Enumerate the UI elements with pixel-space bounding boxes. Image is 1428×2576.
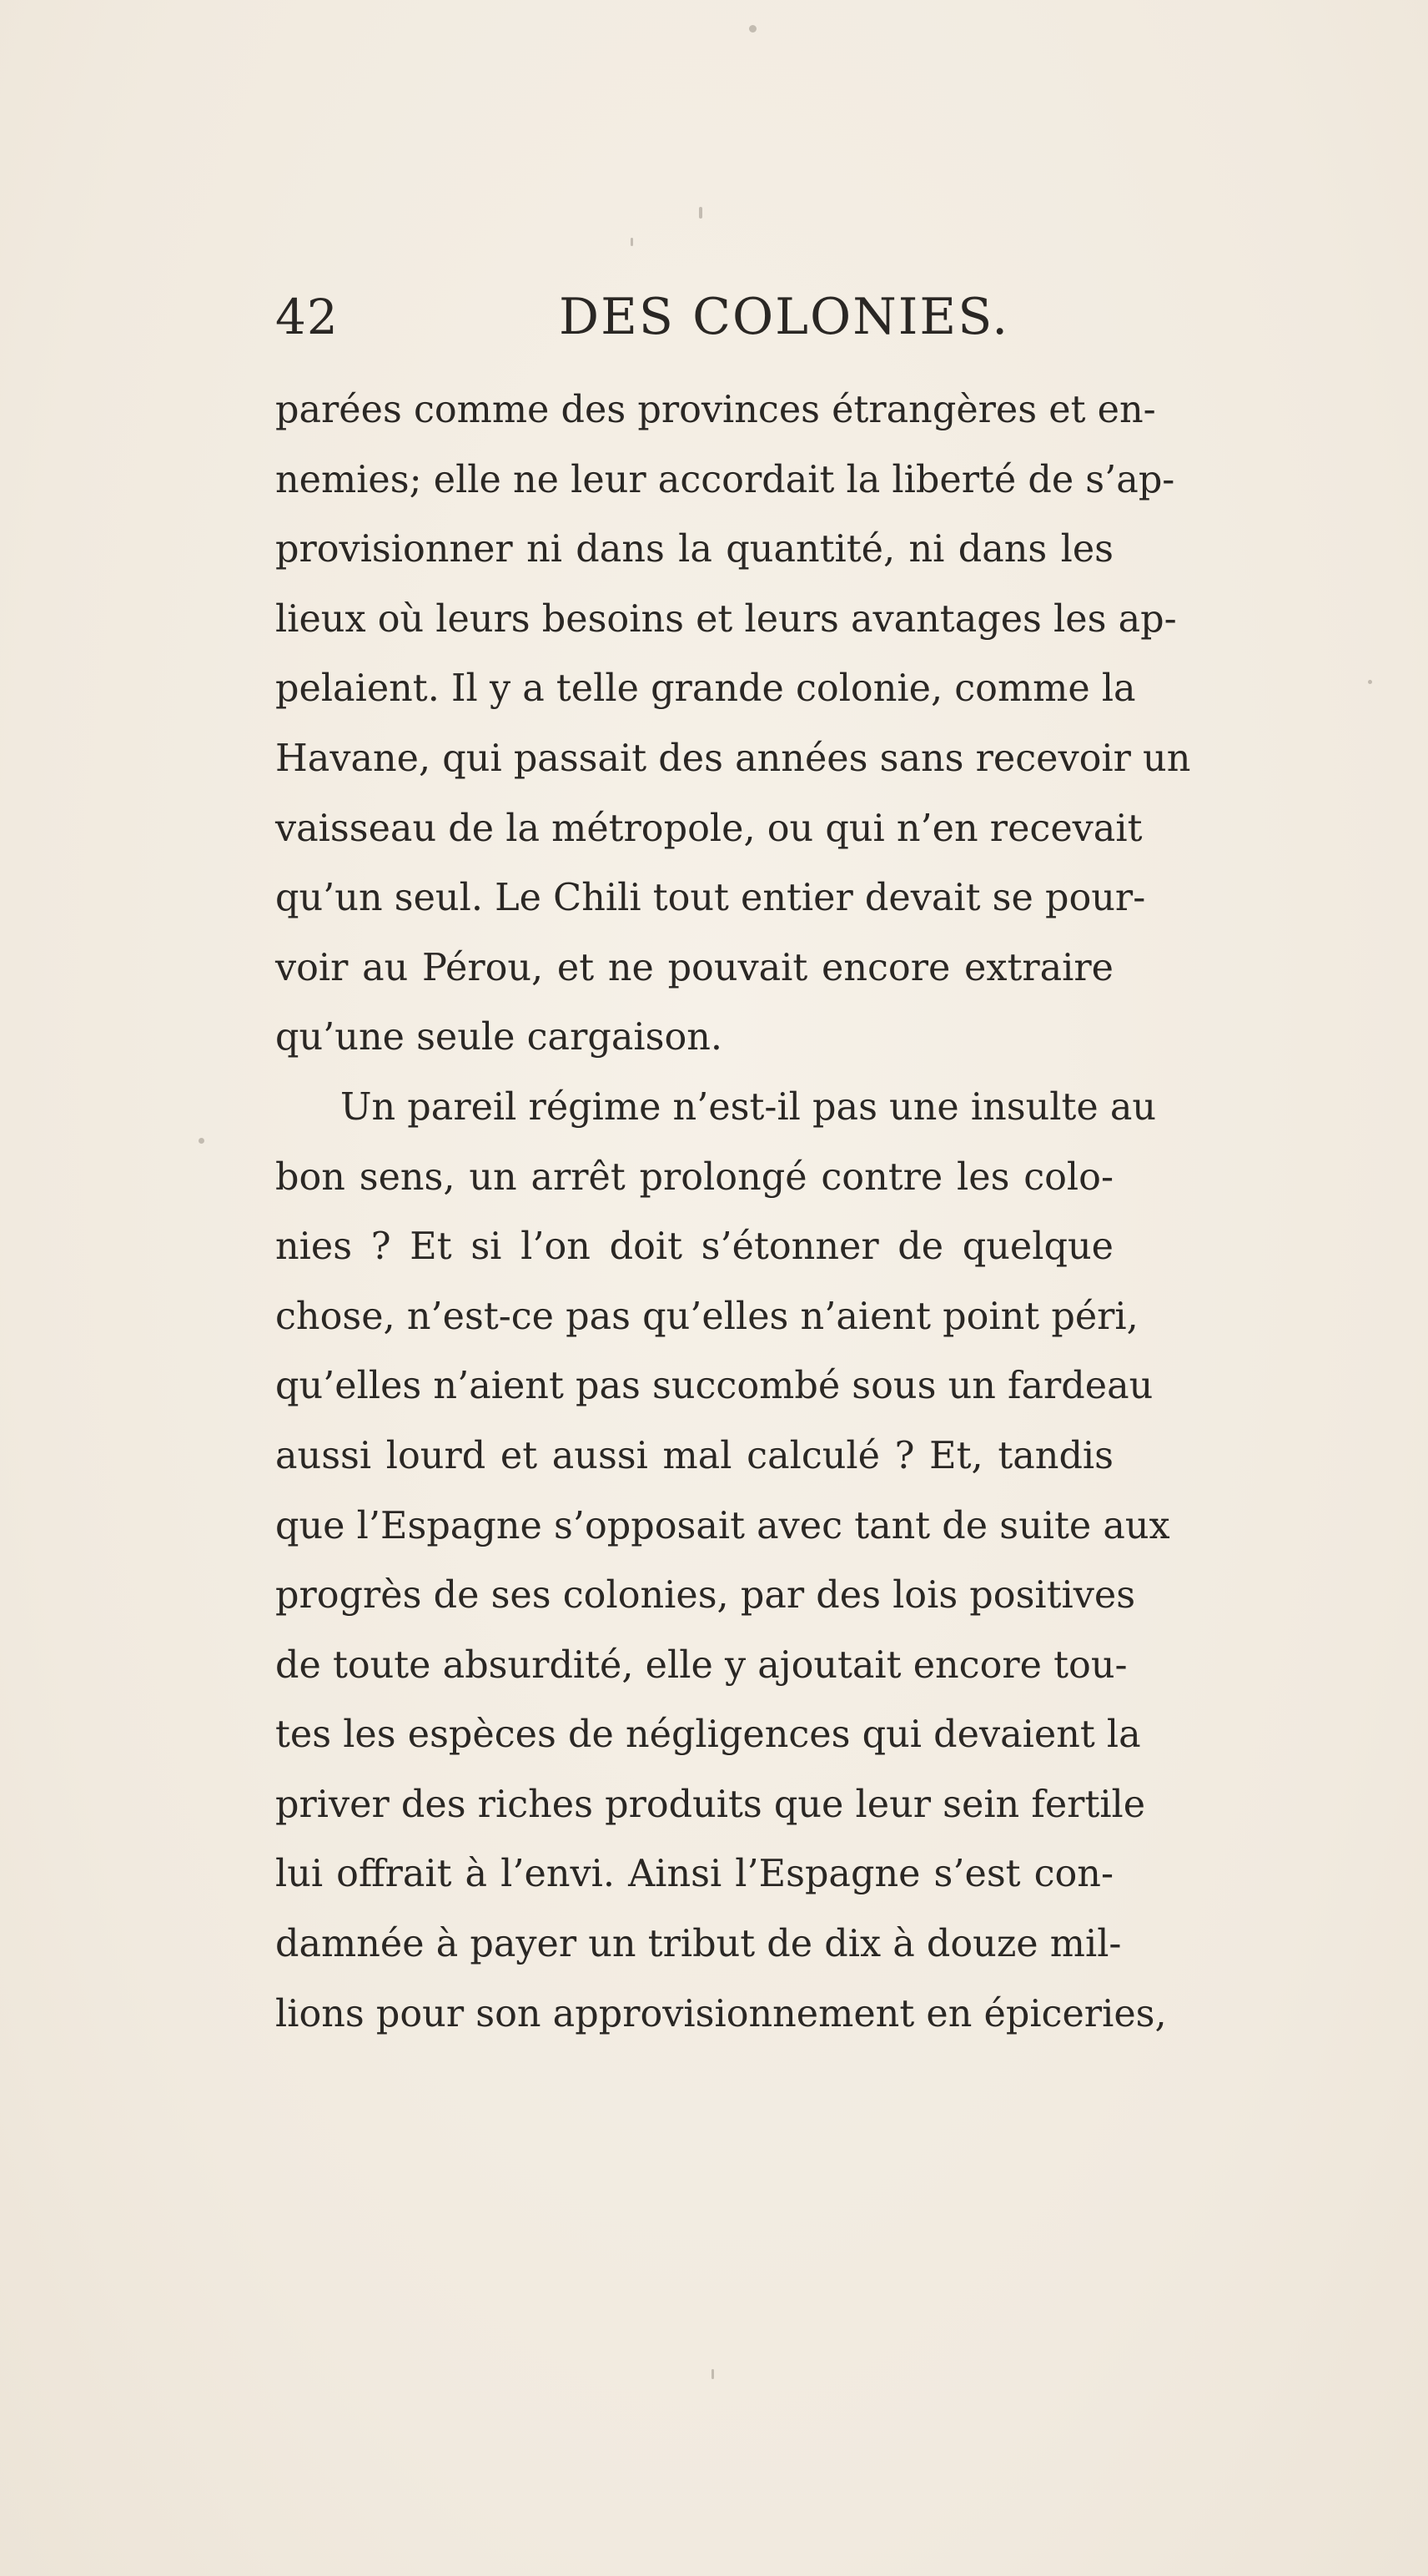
text-line: qu’une seule cargaison. xyxy=(275,1016,723,1059)
text-line: qu’un seul. Le Chili tout entier devait se pour- xyxy=(275,877,1146,920)
paragraph-1 xyxy=(275,375,1191,1073)
text-line: parées comme des provinces étrangères et en- xyxy=(275,389,1156,431)
page-header xyxy=(275,284,1109,350)
text-line: lieux où leurs besoins et leurs avantages les ap- xyxy=(275,597,1177,641)
text-line: lions pour son approvisionnement en épiceries, xyxy=(275,1992,1167,2035)
paper-speck xyxy=(1368,680,1372,684)
text-line: nemies; elle ne leur accordait la liberté de s’ap- xyxy=(275,458,1175,501)
text-line: progrès de ses colonies, par des lois positives xyxy=(275,1574,1136,1618)
text-line: lui offrait à l’envi. Ainsi l’Espagne s’est con- xyxy=(275,1853,1114,1896)
text-line: nies ? Et si l’on doit s’étonner de quelque xyxy=(275,1225,1114,1269)
paper-speck xyxy=(749,25,757,33)
text-line: Un pareil régime n’est-il pas une insulte au xyxy=(340,1085,1157,1129)
paper-speck xyxy=(631,238,633,246)
text-line: priver des riches produits que leur sein fertile xyxy=(275,1783,1146,1826)
paragraph-2 xyxy=(275,1073,1170,2049)
text-line: tes les espèces de négligences qui devaient la xyxy=(275,1713,1141,1757)
text-line: provisionner ni dans la quantité, ni dans les xyxy=(275,528,1114,571)
text-line: chose, n’est-ce pas qu’elles n’aient point péri, xyxy=(275,1295,1139,1338)
paper-speck xyxy=(711,2369,714,2379)
paper-speck xyxy=(199,1138,204,1144)
text-line: de toute absurdité, elle y ajoutait encore tou- xyxy=(275,1643,1128,1687)
text-line: damnée à payer un tribut de dix à douze mil- xyxy=(275,1923,1122,1966)
text-line: vaisseau de la métropole, ou qui n’en recevait xyxy=(275,807,1143,850)
text-line: pelaient. Il y a telle grande colonie, comme la xyxy=(275,667,1136,711)
text-line: voir au Pérou, et ne pouvait encore extraire xyxy=(275,946,1114,989)
text-line: Havane, qui passait des années sans recevoir un xyxy=(275,737,1191,780)
running-head: DES COLONIES. xyxy=(559,288,1010,346)
text-line: bon sens, un arrêt prolongé contre les colo- xyxy=(275,1155,1114,1199)
body-text xyxy=(275,375,1191,2049)
text-line: aussi lourd et aussi mal calculé ? Et, tandis xyxy=(275,1434,1114,1477)
page-number: 42 xyxy=(275,289,339,345)
paper-speck xyxy=(699,207,702,219)
text-line: que l’Espagne s’opposait avec tant de suite aux xyxy=(275,1504,1170,1547)
text-line: qu’elles n’aient pas succombé sous un fardeau xyxy=(275,1365,1154,1408)
